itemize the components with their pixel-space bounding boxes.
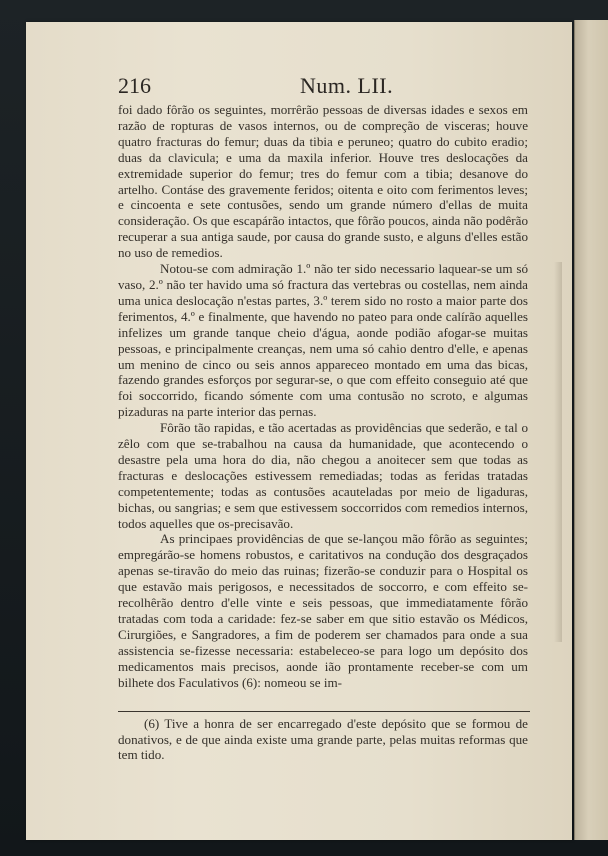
footnote (118, 716, 528, 763)
facing-page-edge (574, 20, 608, 840)
page-number: 216 (118, 73, 151, 98)
paragraph-3: Fôrão tão rapidas, e tão acertadas as providências que sederão, e tal o zêlo com que se-trabalhou na causa da humanidade, que acontecendo o desastre pela uma hora do dia, não chegou a anoitecer sem que todas as fracturas e deslocações estivessem remediadas; todas as feridas tratadas competentemente; todas as contusões acauteladas por meio de ligaduras, bichas, ou sangrias; e sem que estivessem soccorridos com remedios internos, todos aquelles que os-precisavão. (118, 420, 528, 531)
page-header (118, 73, 532, 101)
footnote-rule (118, 711, 530, 712)
paragraph-2: Notou-se com admiração 1.º não ter sido necessario laquear-se um só vaso, 2.º não ter havido uma só fractura das vertebras ou costellas, nem ainda uma unica deslocação n'estas partes, 3.º terem sido no rosto a maior parte dos ferimentos, 4.º e finalmente, que havendo no pateo para onde calírão aquelles infelizes um grande tanque cheio d'água, aonde podião afogar-se muitas pessoas, e principalmente creanças, nem uma só cahio dentro d'elle, e apenas um menino de cinco ou seis annos appareceo montado em uma das bicas, fazendo grandes esforços por segurar-se, o que com effeito conseguio até que foi soccorrido, ficando sómente com uma contusão no scroto, e algumas pizaduras na parte interior das pernas. (118, 261, 528, 420)
body-text (118, 102, 528, 691)
paragraph-4: As principaes providências de que se-lançou mão fôrão as seguintes; empregárão-se homens robustos, e caritativos na condução dos desgraçados apenas se-tiravão do meio das ruinas; fizerão-se conduzir para o Hospital os que estavão mais perigosos, e necessitados de soccorro, e com effeito se-recolhêrão dentro d'elle vinte e seis pessoas, que immediatamente fôrão tratadas com toda a caridade: fez-se saber em que sitio estavão os Médicos, Cirurgiões, e Sangradores, a fim de poderem ser chamados para onde a sua assistencia se-fizesse necessaria: estabeleceo-se para logo um depósito dos medicamentos mais precisos, aonde ião prontamente receber-se com um bilhete dos Faculativos (6): nomeou se im- (118, 531, 528, 690)
footnote-text: (6) Tive a honra de ser encarregado d'este depósito que se formou de donativos, e de que ainda existe uma grande parte, pelas muitas reformas que tem tido. (118, 716, 528, 763)
paragraph-1: foi dado fôrão os seguintes, morrêrão pessoas de diversas idades e sexos em razão de ropturas de vasos internos, ou de compreção de visceras; houve quatro fracturas do femur; duas da tibia e peruneo; quatro do cubito eradio; duas da clavicula; e uma da maxila inferior. Houve tres deslocações da extremidade superior do femur; tres do femur com a tibia; desanove do artelho. Contáse des gravemente feridos; oitenta e oito com ferimentos leves; e cincoenta e sete contusões, sendo um grande número d'ellas de muita consideração. Os que escapárão intactos, que fôrão poucos, ainda não podêrão recuperar a sua antiga saude, por causa do grande susto, e alguns d'elles estão no uso de remedios. (118, 102, 528, 261)
running-title: Num. LII. (300, 73, 394, 98)
page-edge-shadow (554, 262, 562, 642)
